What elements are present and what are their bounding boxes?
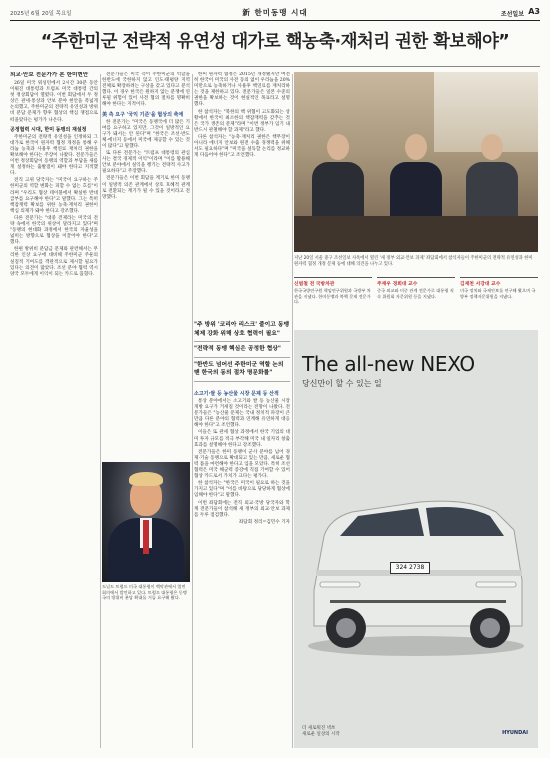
suv-car-illustration <box>300 440 532 670</box>
publisher-name: 조선일보 <box>500 11 524 18</box>
paragraph: 다른 참석자는 "농축·재처리 권한은 핵무장이 아니라 에너지 안보와 원전 수출 경쟁력을 위해서도 필요하다"며 "미국을 설득할 논리를 정교하게 다듬어야 한다"고 조언했다. <box>194 134 290 159</box>
panelist-profile <box>460 277 538 324</box>
subheading: 美 측 요구 '국익 기준'을 협상의 축에 <box>102 111 184 118</box>
column-divider <box>100 74 101 748</box>
paragraph: 통상 분야에서는 소고기와 쌀 등 농산물 시장 개방 요구가 거세질 것이라는 전망이 나왔다. 전문가들은 "농산물 문제는 국내 정치적 파장이 큰 만큼 다른 분야의 협력과 연계해 유연하게 대응해야 한다"고 조언했다. <box>194 399 290 429</box>
headline-rule <box>10 66 540 67</box>
page-header <box>10 6 540 18</box>
paragraph: 한 전문가는 "미국은 동맹국에 더 많은 기여를 요구하고 있지만, 그것이 일방적인 요구가 돼서는 안 된다"며 "한국은 조선·반도체·에너지 등에서 미국에 제공할 수 있는 것이 많다"고 말했다. <box>102 119 190 149</box>
section-title: 新 한미동맹 시대 <box>242 8 308 17</box>
panelist-name: 김재천 서강대 교수 <box>460 282 501 287</box>
paragraph: 한미 원자력 협정은 2015년 개정됐지만 여전히 한국이 미국의 사전 동의 없이 우라늄을 20% 미만으로 농축하거나 사용후 핵연료를 재처리하는 것을 제한하고 있다. 전문가들은 일본 수준의 권한을 확보하는 것이 현실적인 목표라고 설명했다. <box>194 72 290 108</box>
panelist-description: 미국 정치와 국제안보를 연구해 왔으며 국방부 정책자문위원을 지냈다. <box>460 288 536 299</box>
hyundai-logo: HYUNDAI <box>502 730 528 736</box>
pull-quote: "전략적 동맹 핵심은 공정한 협상" <box>194 342 290 358</box>
paragraph: 한 참석자는 "북한의 핵 위협이 고도화되는 상황에서 한국이 최소한의 핵잠재력을 갖추는 것은 국가 생존의 문제"라며 "이번 정부가 임기 내 반드시 관철해야 할 과제"라고 했다. <box>194 109 290 133</box>
paragraph: 다른 전문가는 "대중 견제라는 미국의 전략 속에서 한국의 위상이 달라지고 있다"며 "동맹의 현대화 과정에서 한국의 자율성을 넓히는 방향으로 협상을 이끌어야 한다"고 했다. <box>10 215 98 246</box>
ad-title: The all-new NEXO <box>302 352 475 376</box>
issue-date: 2025년 6월 20일 목요일 <box>10 11 72 17</box>
headline: “주한미군 전략적 유연성 대가로 핵농축·재처리 권한 확보해야” <box>40 32 510 52</box>
paragraph: 이번 좌담회에는 전직 외교·국방 당국자와 학계 전문가들이 참석해 새 정부의 외교·안보 과제를 두루 점검했다. <box>194 500 290 518</box>
paragraph: 전문가들은 한미 동맹이 군사 분야를 넘어 경제·기술 동맹으로 확대되고 있는 만큼, 새로운 협력 틀을 마련해야 한다고 입을 모았다. 특히 조선 협력은 미국 해군력 증강에 직접 기여할 수 있어 협상 카드로서 가치가 크다는 평가다. <box>194 449 290 480</box>
subheading: 소고기·쌀 등 농산물 시장 문제 등 산적 <box>194 391 279 397</box>
subheading: 공정협력 시대, 한미 동맹의 재설정 <box>10 126 87 133</box>
panel-photo-caption: 지난 20일 서울 중구 조선일보 사옥에서 열린 '새 정부 외교·안보 과제' 좌담회에서 참석자들이 주한미군의 전략적 유연성과 한미 원자력 협정 개정 문제 등에 대해 의견을 나누고 있다. <box>294 256 533 267</box>
paragraph: 주한미군의 전략적 유연성을 인정하되 그 대가로 한국이 원자력 협정 개정을 통해 우라늄 농축과 사용후 핵연료 재처리 권한을 확보해야 한다는 주장이 나왔다. 전문가들은 이번 정상회담이 동맹의 역할과 부담을 새롭게 설정하는 출발점이 돼야 한다고 지적했다. <box>10 134 98 177</box>
trump-photo <box>102 462 190 582</box>
panelist-description: 한국국방연구원 책임연구위원과 국방부 차관을 지냈다. 한미동맹과 북핵 문제 전문가다. <box>294 288 371 305</box>
ad-footer-text: 더 새로워진 넥쏘 새로운 일상의 시작 <box>302 726 340 737</box>
paragraph: 전문가들은 미국 측이 주한미군의 역할을 한반도에 국한하지 않고 인도·태평양 지역 전체로 확장하려는 구상을 갖고 있다고 분석했다. 이 경우 한국은 원하지 않는 분쟁에 연루될 위험이 있어 사전 협의 절차를 명확히 해야 한다는 지적이다. <box>102 72 190 108</box>
panelist-profile <box>377 277 455 324</box>
page-number: A3 <box>528 7 540 16</box>
panelist-name: 주재우 경희대 교수 <box>377 282 418 287</box>
paragraph: 전직 고위 당국자는 "미국이 요구하는 주한미군의 역할 변화는 피할 수 없는 흐름"이라며 "우리도 협상 테이블에서 확실한 반대급부를 요구해야 한다"고 말했다. 그는 특히 핵잠재력 확보를 위한 농축·재처리 권한이 핵심 의제가 돼야 한다고 강조했다. <box>10 178 98 214</box>
article-signature: 좌담회 정리=김민수 기자 <box>238 519 290 525</box>
ad-tagline: 당신만이 할 수 있는 일 <box>302 379 382 388</box>
license-plate: 324 2738 <box>390 562 430 574</box>
article-column-3-top <box>194 72 290 316</box>
column-divider <box>192 74 193 748</box>
paragraph: 전문가들은 이번 회담을 계기로 한미 동맹이 일방적 의존 관계에서 상호 호혜적 관계로 전환되는 계기가 될 수 있을 것이라고 전망했다. <box>102 176 190 200</box>
panelist-profile <box>294 277 372 324</box>
trump-photo-caption: 도널드 트럼프 미국 대통령이 백악관에서 열린 회의에서 발언하고 있다. 트럼프 대통령은 동맹국의 방위비 분담 확대를 거듭 요구해 왔다. <box>102 584 187 600</box>
article-column-2 <box>102 72 190 458</box>
pull-quotes <box>194 318 290 382</box>
panel-discussion-photo <box>294 72 538 252</box>
paragraph: 또 다른 전문가는 "트럼프 대통령의 관심사는 결국 경제적 이익"이라며 "이를 활용해 안보 분야에서 실익을 챙기는 전략적 사고가 필요하다"고 주장했다. <box>102 151 190 175</box>
header-rule <box>10 20 540 21</box>
paragraph: 한 참석자는 "한국은 미국이 필요로 하는 것을 가지고 있다"며 "이를 바탕으로 당당하게 협상에 임해야 한다"고 말했다. <box>194 481 290 499</box>
column-divider <box>292 74 293 748</box>
pull-quote: "한반도 넘어선 주한미군 역할 논의 땐 한국의 동의 절차 명문화를" <box>194 358 290 382</box>
article-column-3-bottom <box>194 388 290 748</box>
article-column-1 <box>10 72 98 748</box>
paragraph: 26일 미국 워싱턴에서 2시간 30분 동안 이뤄진 대통령과 트럼프 미국 대통령 간의 첫 정상회담이 열렸다. 이번 회담에서 두 정상은 관세·통상과 안보 분야 현안을 폭넓게 논의했고, 주한미군의 전략적 유연성과 방위비 분담 문제가 향후 협상의 핵심 쟁점으로 떠올랐다는 평가가 나온다. <box>10 81 98 123</box>
paragraph: 한편 방위비 분담금 문제와 관련해서는 무리한 인상 요구에 대비해 주한미군 주둔의 실질적 기여도를 객관적으로 제시할 필요가 있다는 의견이 많았다. 조선 분야 협력 역시 양국 모두에게 이익이 되는 카드로 꼽혔다. <box>10 247 98 277</box>
paragraph: 이들은 또 관세 협상 과정에서 한국 기업의 대미 투자 규모를 적극 부각해 미국 내 일자리 창출 효과를 설명해야 한다고 강조했다. <box>194 430 290 448</box>
panelist-description: 중국 외교와 미중 관계 전문가로 대통령 직속 위원회 자문위원 등을 지냈다. <box>377 288 454 299</box>
pull-quote: "주 방위 '코리아 리스크' 줄이고 동맹 체제 강화 위해 상호 협력이 필요" <box>194 318 290 342</box>
car-advertisement[interactable] <box>294 330 538 748</box>
article-byline: 외교·안보 전문가가 본 한미현안 <box>10 72 89 78</box>
panelist-name: 신범철 전 국방차관 <box>294 282 335 287</box>
panelist-profiles <box>294 277 538 323</box>
